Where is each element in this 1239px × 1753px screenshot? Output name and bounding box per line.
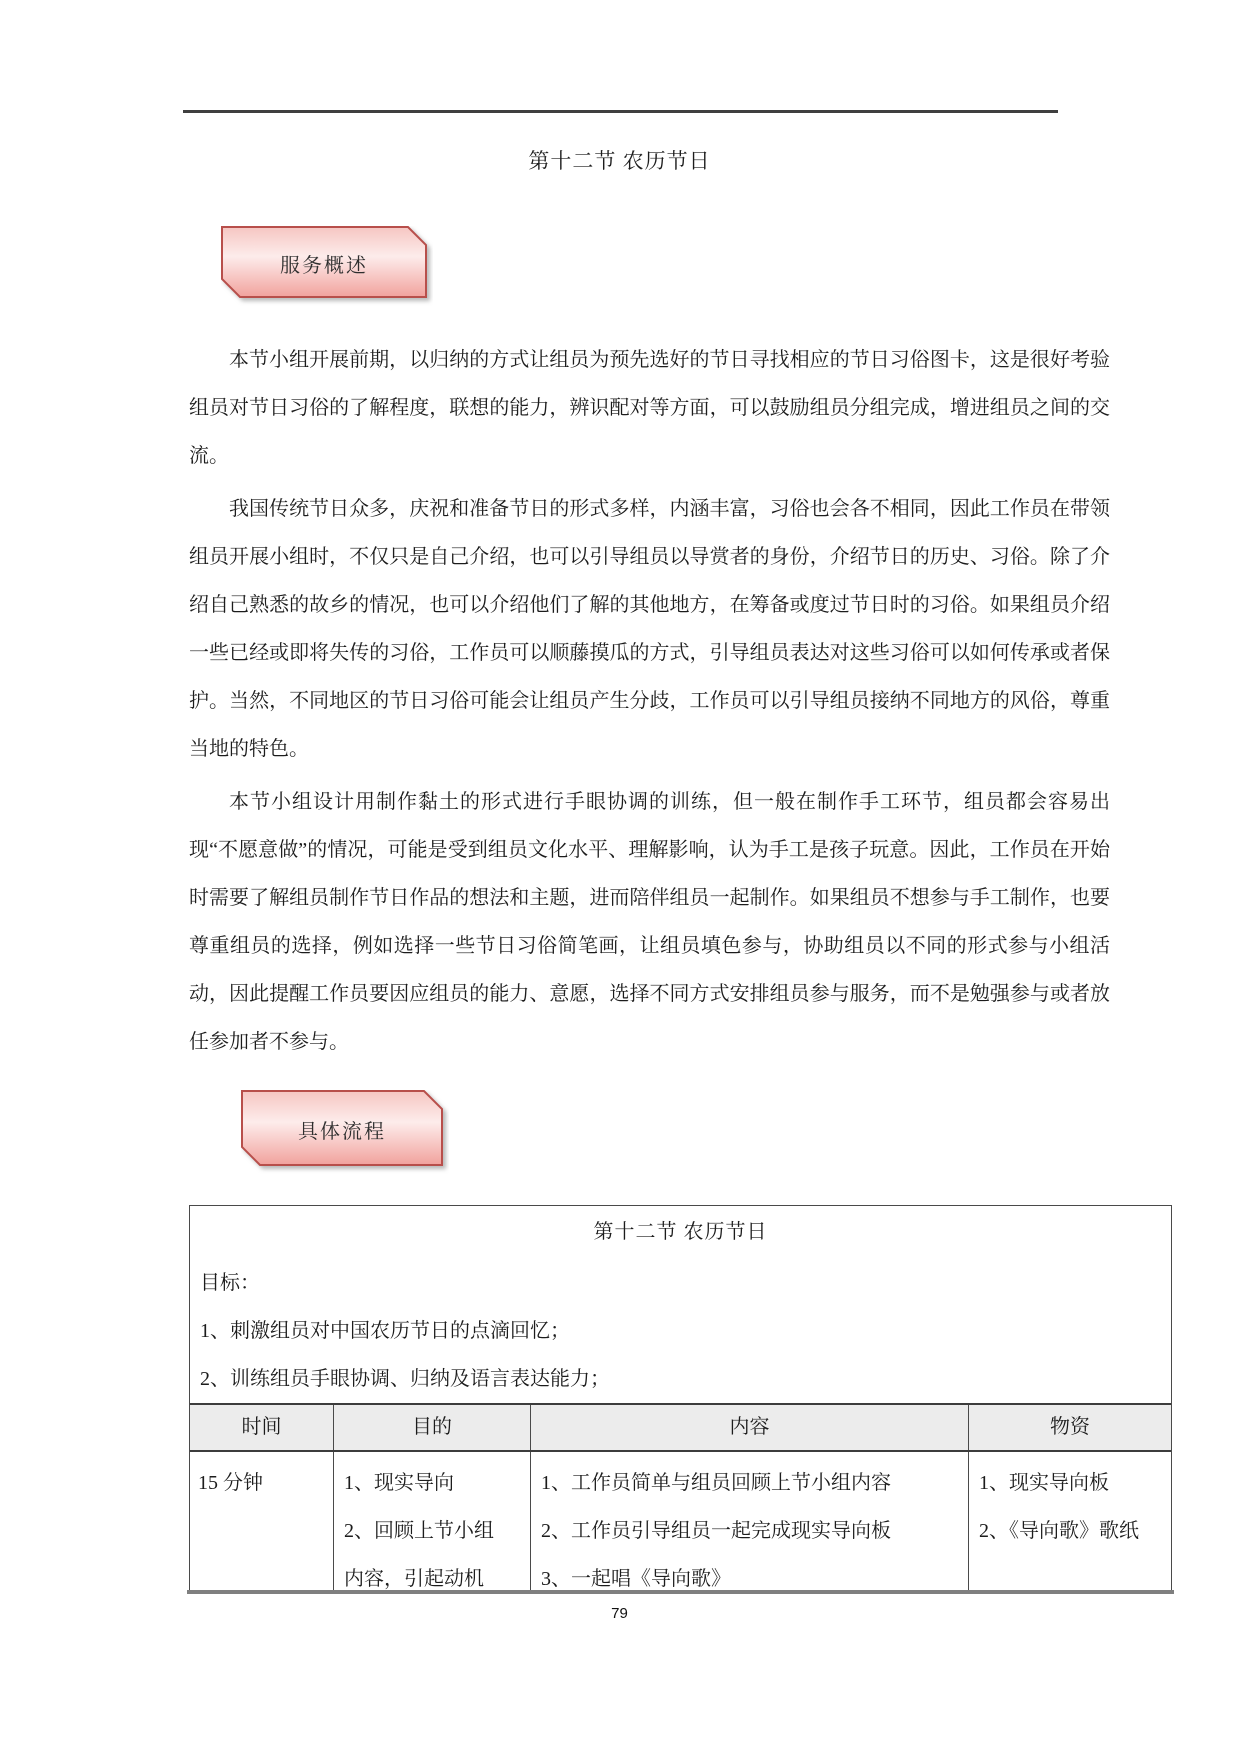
cell-time [190, 1452, 333, 1594]
table-title: 第十二节 农历节日 [593, 1221, 768, 1243]
detailed-process-banner-label: 具体流程 [298, 1120, 386, 1143]
goals-label: 目标： [200, 1272, 260, 1294]
purpose-line: 内容，引起动机 [344, 1568, 484, 1590]
header-divider [183, 110, 1058, 113]
page-number: 79 [611, 1605, 628, 1622]
table-row [190, 1452, 1171, 1594]
content-line: 2、工作员引导组员一起完成现实导向板 [541, 1520, 891, 1542]
table-header-row [190, 1403, 1171, 1452]
detailed-process-banner [241, 1090, 449, 1174]
cell-content [530, 1452, 968, 1594]
service-overview-banner [221, 226, 433, 306]
cell-purpose [333, 1452, 530, 1594]
service-overview-banner-label: 服务概述 [280, 254, 368, 277]
content-line: 3、一起唱《导向歌》 [541, 1568, 731, 1590]
table-page-break-line [187, 1590, 1174, 1594]
materials-line: 1、现实导向板 [979, 1472, 1109, 1494]
goal-item-2: 2、训练组员手眼协调、归纳及语言表达能力； [200, 1368, 610, 1390]
paragraph-3: 本节小组设计用制作黏土的形式进行手眼协调的训练，但一般在制作手工环节，组员都会容易出现“不愿意做”的情况，可能是受到组员文化水平、理解影响，认为手工是孩子玩意。因此，工作员在开始时需要了解组员制作节日作品的想法和主题，进而陪伴组员一起制作。如果组员不想参与手工制作，也要尊重组员的选择，例如选择一些节日习俗简笔画，让组员填色参与，协助组员以不同的形式参与小组活动，因此提醒工作员要因应组员的能力、意愿，选择不同方式安排组员参与服务，而不是勉强参与或者放任参加者不参与。 [189, 791, 1110, 1053]
cell-materials [968, 1452, 1171, 1594]
purpose-line: 2、回顾上节小组 [344, 1520, 494, 1542]
paragraph-1: 本节小组开展前期，以归纳的方式让组员为预先选好的节日寻找相应的节日习俗图卡，这是很好考验组员对节日习俗的了解程度，联想的能力，辨识配对等方面，可以鼓励组员分组完成，增进组员之间的交流。 [189, 349, 1110, 467]
page-title: 第十二节 农历节日 [528, 149, 711, 173]
purpose-line: 1、现实导向 [344, 1472, 454, 1494]
body-text-block [189, 336, 1110, 1071]
materials-line: 2、《导向歌》歌纸 [979, 1520, 1139, 1542]
header-cell-time: 时间 [241, 1416, 282, 1438]
goal-item-1: 1、刺激组员对中国农历节日的点滴回忆； [200, 1320, 570, 1342]
content-line: 1、工作员简单与组员回顾上节小组内容 [541, 1472, 891, 1494]
header-cell-materials: 物资 [968, 1405, 1171, 1450]
header-cell-content: 内容 [530, 1405, 968, 1450]
time-value: 15 分钟 [198, 1472, 263, 1494]
table-goals [190, 1259, 1171, 1403]
paragraph-2: 我国传统节日众多，庆祝和准备节日的形式多样，内涵丰富，习俗也会各不相同，因此工作员在带领组员开展小组时，不仅只是自己介绍，也可以引导组员以导赏者的身份，介绍节日的历史、习俗。除了介绍自己熟悉的故乡的情况，也可以介绍他们了解的其他地方，在筹备或度过节日时的习俗。如果组员介绍一些已经或即将失传的习俗，工作员可以顺藤摸瓜的方式，引导组员表达对这些习俗可以如何传承或者保护。当然，不同地区的节日习俗可能会让组员产生分歧，工作员可以引导组员接纳不同地方的风俗，尊重当地的特色。 [189, 498, 1110, 760]
schedule-table [189, 1205, 1172, 1594]
header-cell-purpose: 目的 [333, 1405, 530, 1450]
